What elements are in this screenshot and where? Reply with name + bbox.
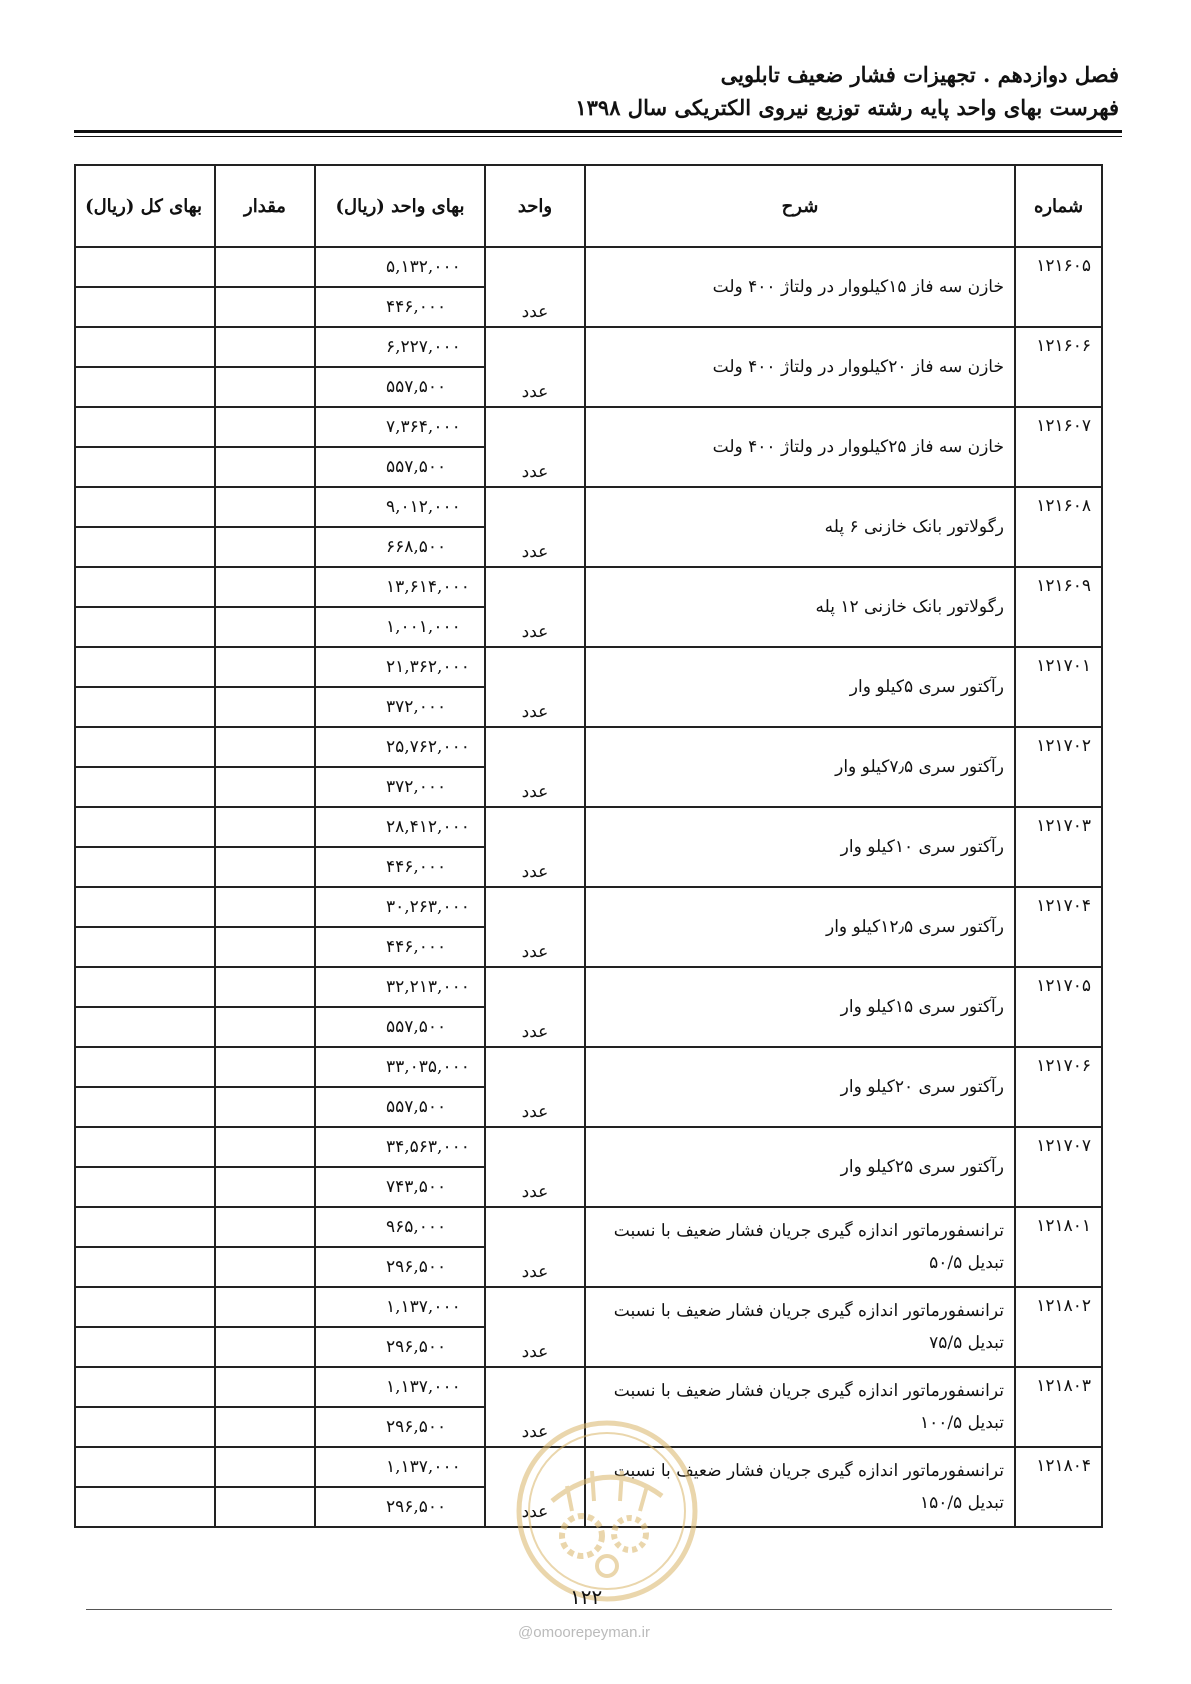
item-quantity [215, 1447, 315, 1487]
item-total-price [75, 647, 215, 687]
item-total-price-install [75, 1167, 215, 1207]
item-unit-price-install: ۲۹۶,۵۰۰ [315, 1407, 485, 1447]
item-quantity [215, 487, 315, 527]
column-header-quantity: مقدار [215, 165, 315, 247]
item-unit: عدد [485, 1447, 585, 1527]
table-row [75, 807, 1102, 847]
table-row [75, 1287, 1102, 1327]
item-unit-price-install: ۳۷۲,۰۰۰ [315, 767, 485, 807]
item-total-price [75, 727, 215, 767]
table-row [75, 887, 1102, 927]
item-unit-price-main: ۵,۱۳۲,۰۰۰ [315, 247, 485, 287]
item-total-price-install [75, 1247, 215, 1287]
item-total-price-install [75, 527, 215, 567]
item-unit-price-install: ۲۹۶,۵۰۰ [315, 1327, 485, 1367]
item-code: ۱۲۱۷۰۲ [1015, 727, 1102, 807]
item-quantity-install [215, 1167, 315, 1207]
item-unit: عدد [485, 1287, 585, 1367]
item-description: رگولاتور بانک خازنی ۶ پله [585, 487, 1015, 567]
item-unit-price-main: ۱,۱۳۷,۰۰۰ [315, 1447, 485, 1487]
item-unit-price-main: ۹,۰۱۲,۰۰۰ [315, 487, 485, 527]
item-unit-price-main: ۹۶۵,۰۰۰ [315, 1207, 485, 1247]
item-description: رآکتور سری ۱۲٫۵کیلو وار [585, 887, 1015, 967]
item-quantity [215, 887, 315, 927]
page-header [575, 58, 1119, 124]
item-total-price [75, 1047, 215, 1087]
item-total-price-install [75, 287, 215, 327]
table-row [75, 727, 1102, 767]
table-row [75, 567, 1102, 607]
item-code: ۱۲۱۸۰۱ [1015, 1207, 1102, 1287]
item-total-price-install [75, 607, 215, 647]
seal-watermark-logo [512, 1416, 702, 1606]
table-row [75, 1367, 1102, 1407]
item-quantity [215, 247, 315, 287]
item-description: ترانسفورماتور اندازه گیری جریان فشار ضعیف با نسبت تبدیل ۱۰۰/۵ [585, 1367, 1015, 1447]
item-unit-price-main: ۶,۲۲۷,۰۰۰ [315, 327, 485, 367]
item-quantity-install [215, 1247, 315, 1287]
item-unit-price-install: ۴۴۶,۰۰۰ [315, 927, 485, 967]
item-total-price [75, 1207, 215, 1247]
document-title: فهرست بهای واحد پایه رشته توزیع نیروی الکتریکی سال ۱۳۹۸ [575, 95, 1119, 120]
item-quantity [215, 647, 315, 687]
item-quantity-install [215, 1007, 315, 1047]
item-code: ۱۲۱۶۰۶ [1015, 327, 1102, 407]
item-description: رآکتور سری ۵کیلو وار [585, 647, 1015, 727]
item-total-price-install [75, 1087, 215, 1127]
item-total-price [75, 967, 215, 1007]
item-unit: عدد [485, 967, 585, 1047]
item-total-price-install [75, 1487, 215, 1527]
item-unit: عدد [485, 1207, 585, 1287]
item-unit-price-install: ۵۵۷,۵۰۰ [315, 447, 485, 487]
item-code: ۱۲۱۷۰۳ [1015, 807, 1102, 887]
item-total-price [75, 407, 215, 447]
item-unit-price-install: ۴۴۶,۰۰۰ [315, 847, 485, 887]
item-quantity [215, 1047, 315, 1087]
item-quantity [215, 1207, 315, 1247]
item-total-price-install [75, 847, 215, 887]
item-quantity [215, 967, 315, 1007]
item-code: ۱۲۱۸۰۳ [1015, 1367, 1102, 1447]
item-quantity [215, 727, 315, 767]
item-quantity-install [215, 447, 315, 487]
table-row [75, 1047, 1102, 1087]
item-unit: عدد [485, 887, 585, 967]
item-total-price [75, 247, 215, 287]
item-unit-price-install: ۳۷۲,۰۰۰ [315, 687, 485, 727]
column-header-unit-price: بهای واحد (ریال) [315, 165, 485, 247]
page-number: ۱۲۲ [570, 1585, 603, 1609]
item-quantity-install [215, 1407, 315, 1447]
item-unit-price-main: ۳۳,۰۳۵,۰۰۰ [315, 1047, 485, 1087]
item-total-price [75, 1447, 215, 1487]
column-header-unit: واحد [485, 165, 585, 247]
item-quantity-install [215, 527, 315, 567]
item-code: ۱۲۱۶۰۵ [1015, 247, 1102, 327]
item-description: خازن سه فاز ۱۵کیلووار در ولتاژ ۴۰۰ ولت [585, 247, 1015, 327]
item-unit-price-install: ۱,۰۰۱,۰۰۰ [315, 607, 485, 647]
item-total-price [75, 567, 215, 607]
watermark-text: @omoorepeyman.ir [518, 1624, 650, 1641]
item-total-price [75, 1127, 215, 1167]
item-code: ۱۲۱۷۰۷ [1015, 1127, 1102, 1207]
item-unit: عدد [485, 1047, 585, 1127]
table-row [75, 1207, 1102, 1247]
item-unit-price-install: ۵۵۷,۵۰۰ [315, 1087, 485, 1127]
item-unit-price-main: ۳۰,۲۶۳,۰۰۰ [315, 887, 485, 927]
item-description: ترانسفورماتور اندازه گیری جریان فشار ضعیف با نسبت تبدیل ۱۵۰/۵ [585, 1447, 1015, 1527]
item-unit-price-main: ۲۱,۳۶۲,۰۰۰ [315, 647, 485, 687]
table-row [75, 247, 1102, 287]
item-total-price [75, 1287, 215, 1327]
item-total-price-install [75, 367, 215, 407]
item-description: رآکتور سری ۲۰کیلو وار [585, 1047, 1015, 1127]
item-quantity [215, 407, 315, 447]
table-row [75, 487, 1102, 527]
item-quantity [215, 327, 315, 367]
item-unit-price-main: ۳۴,۵۶۳,۰۰۰ [315, 1127, 485, 1167]
item-unit-price-install: ۴۴۶,۰۰۰ [315, 287, 485, 327]
item-total-price [75, 1367, 215, 1407]
item-unit: عدد [485, 407, 585, 487]
table-row [75, 407, 1102, 447]
table-row [75, 327, 1102, 367]
item-unit-price-main: ۲۸,۴۱۲,۰۰۰ [315, 807, 485, 847]
item-unit-price-install: ۵۵۷,۵۰۰ [315, 367, 485, 407]
item-code: ۱۲۱۷۰۵ [1015, 967, 1102, 1047]
item-description: رآکتور سری ۱۰کیلو وار [585, 807, 1015, 887]
item-description: رگولاتور بانک خازنی ۱۲ پله [585, 567, 1015, 647]
item-quantity [215, 807, 315, 847]
item-code: ۱۲۱۷۰۶ [1015, 1047, 1102, 1127]
item-quantity-install [215, 367, 315, 407]
table-row [75, 647, 1102, 687]
column-header-total-price: بهای کل (ریال) [75, 165, 215, 247]
item-description: خازن سه فاز ۲۵کیلووار در ولتاژ ۴۰۰ ولت [585, 407, 1015, 487]
item-total-price-install [75, 927, 215, 967]
item-description: رآکتور سری ۱۵کیلو وار [585, 967, 1015, 1047]
item-unit-price-install: ۶۶۸,۵۰۰ [315, 527, 485, 567]
item-unit: عدد [485, 1367, 585, 1447]
footer-rule [86, 1609, 1112, 1610]
table-row [75, 1127, 1102, 1167]
item-unit-price-install: ۲۹۶,۵۰۰ [315, 1487, 485, 1527]
item-unit-price-main: ۲۵,۷۶۲,۰۰۰ [315, 727, 485, 767]
item-unit: عدد [485, 247, 585, 327]
item-unit: عدد [485, 647, 585, 727]
item-description: ترانسفورماتور اندازه گیری جریان فشار ضعیف با نسبت تبدیل ۵۰/۵ [585, 1207, 1015, 1287]
header-rule-thick [74, 130, 1122, 133]
item-code: ۱۲۱۶۰۹ [1015, 567, 1102, 647]
item-quantity-install [215, 287, 315, 327]
item-unit: عدد [485, 807, 585, 887]
item-description: رآکتور سری ۲۵کیلو وار [585, 1127, 1015, 1207]
item-code: ۱۲۱۶۰۸ [1015, 487, 1102, 567]
item-quantity-install [215, 847, 315, 887]
item-unit-price-main: ۱,۱۳۷,۰۰۰ [315, 1287, 485, 1327]
item-total-price-install [75, 767, 215, 807]
item-quantity-install [215, 767, 315, 807]
item-total-price-install [75, 1007, 215, 1047]
item-unit: عدد [485, 567, 585, 647]
table-body [75, 247, 1102, 1527]
item-total-price-install [75, 687, 215, 727]
item-total-price [75, 807, 215, 847]
item-description: رآکتور سری ۷٫۵کیلو وار [585, 727, 1015, 807]
item-quantity-install [215, 607, 315, 647]
item-unit-price-main: ۳۲,۲۱۳,۰۰۰ [315, 967, 485, 1007]
item-unit-price-install: ۷۴۳,۵۰۰ [315, 1167, 485, 1207]
item-unit-price-install: ۵۵۷,۵۰۰ [315, 1007, 485, 1047]
item-unit-price-main: ۱۳,۶۱۴,۰۰۰ [315, 567, 485, 607]
item-quantity [215, 1287, 315, 1327]
item-total-price [75, 487, 215, 527]
item-description: خازن سه فاز ۲۰کیلووار در ولتاژ ۴۰۰ ولت [585, 327, 1015, 407]
chapter-title: فصل دوازدهم . تجهیزات فشار ضعیف تابلویی [720, 62, 1119, 87]
table-header-row [75, 165, 1102, 247]
item-quantity [215, 1127, 315, 1167]
table-row [75, 967, 1102, 1007]
item-unit-price-install: ۲۹۶,۵۰۰ [315, 1247, 485, 1287]
item-quantity-install [215, 1087, 315, 1127]
item-code: ۱۲۱۸۰۴ [1015, 1447, 1102, 1527]
item-unit-price-main: ۷,۳۶۴,۰۰۰ [315, 407, 485, 447]
item-code: ۱۲۱۸۰۲ [1015, 1287, 1102, 1367]
item-code: ۱۲۱۶۰۷ [1015, 407, 1102, 487]
price-table [74, 164, 1103, 1528]
header-rule-thin [74, 136, 1122, 137]
item-total-price-install [75, 1407, 215, 1447]
item-code: ۱۲۱۷۰۴ [1015, 887, 1102, 967]
item-quantity [215, 567, 315, 607]
item-total-price [75, 887, 215, 927]
item-unit: عدد [485, 1127, 585, 1207]
item-quantity-install [215, 927, 315, 967]
column-header-description: شرح [585, 165, 1015, 247]
item-unit: عدد [485, 727, 585, 807]
item-total-price-install [75, 1327, 215, 1367]
item-quantity-install [215, 1327, 315, 1367]
item-total-price [75, 327, 215, 367]
item-total-price-install [75, 447, 215, 487]
item-unit: عدد [485, 327, 585, 407]
item-quantity [215, 1367, 315, 1407]
item-unit: عدد [485, 487, 585, 567]
item-quantity-install [215, 1487, 315, 1527]
item-description: ترانسفورماتور اندازه گیری جریان فشار ضعیف با نسبت تبدیل ۷۵/۵ [585, 1287, 1015, 1367]
column-header-code: شماره [1015, 165, 1102, 247]
item-unit-price-main: ۱,۱۳۷,۰۰۰ [315, 1367, 485, 1407]
item-quantity-install [215, 687, 315, 727]
item-code: ۱۲۱۷۰۱ [1015, 647, 1102, 727]
